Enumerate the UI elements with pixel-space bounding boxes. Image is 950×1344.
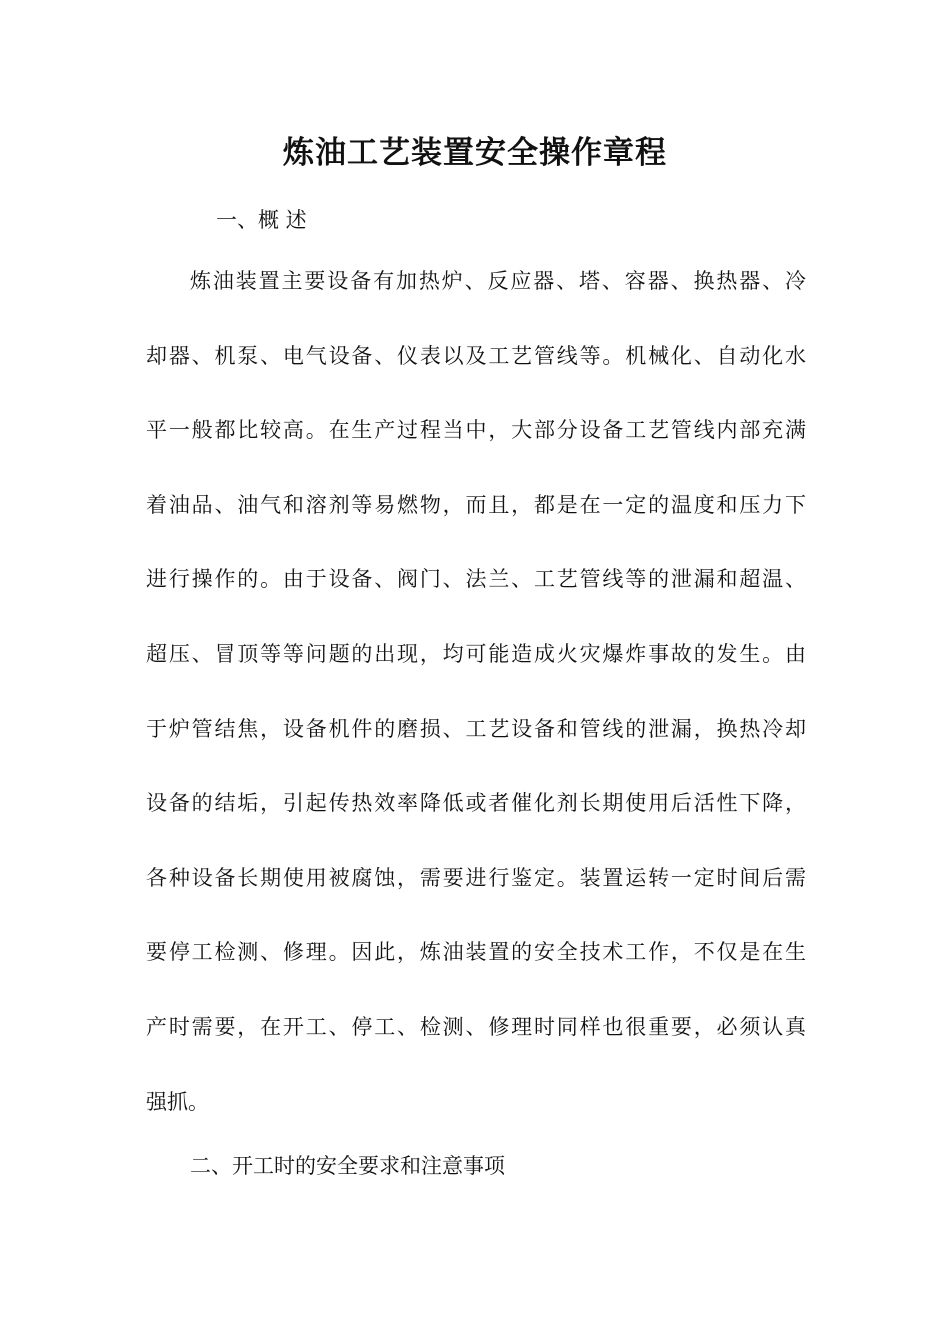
- paragraph-line: 超压、冒顶等等问题的出现，均可能造成火灾爆炸事故的发生。由: [146, 641, 806, 666]
- overview-paragraph: [146, 266, 806, 1161]
- paragraph-line: 进行操作的。由于设备、阀门、法兰、工艺管线等的泄漏和超温、: [146, 567, 806, 592]
- section-heading-startup-safety: 二、开工时的安全要求和注意事项: [190, 1154, 505, 1178]
- paragraph-line: 着油品、油气和溶剂等易燃物，而且，都是在一定的温度和压力下: [146, 492, 806, 517]
- section-heading-overview: 一、概 述: [216, 208, 307, 232]
- paragraph-line: 却器、机泵、电气设备、仪表以及工艺管线等。机械化、自动化水: [146, 343, 806, 368]
- paragraph-line: 于炉管结焦，设备机件的磨损、工艺设备和管线的泄漏，换热冷却: [146, 716, 806, 741]
- paragraph-line: 炼油装置主要设备有加热炉、反应器、塔、容器、换热器、冷: [190, 269, 806, 293]
- document-title: 炼油工艺装置安全操作章程: [283, 135, 667, 171]
- paragraph-line: 设备的结垢，引起传热效率降低或者催化剂长期使用后活性下降，: [146, 791, 806, 816]
- paragraph-line: 强抓。: [146, 1089, 209, 1114]
- paragraph-line: 要停工检测、修理。因此，炼油装置的安全技术工作，不仅是在生: [146, 940, 806, 965]
- paragraph-line: 产时需要，在开工、停工、检测、修理时同样也很重要，必须认真: [146, 1014, 806, 1039]
- paragraph-line: 平一般都比较高。在生产过程当中，大部分设备工艺管线内部充满: [146, 418, 806, 443]
- paragraph-line: 各种设备长期使用被腐蚀，需要进行鉴定。装置运转一定时间后需: [146, 865, 806, 890]
